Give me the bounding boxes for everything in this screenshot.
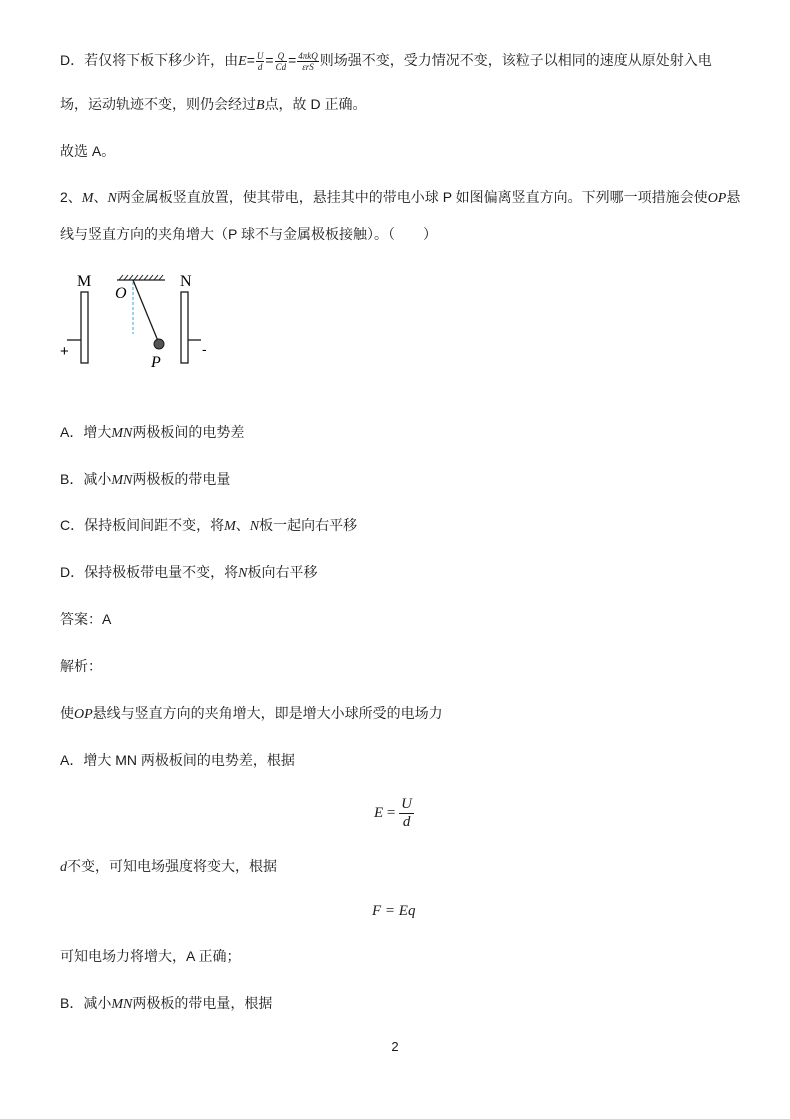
- option-d-explanation-line2: 场，运动轨迹不变，则仍会经过B点，故 D 正确。: [60, 96, 367, 113]
- plate-n: [181, 292, 188, 363]
- question-2-line1: 2、M、N两金属板竖直放置，使其带电，悬挂其中的带电小球 P 如图偏离竖直方向。下列哪一项措施会使OP悬: [60, 189, 741, 206]
- equation-e-equals-u-over-d: E = $\frac{U}{d}$: [374, 796, 412, 830]
- option-d: D．保持极板带电量不变，将N板向右平移: [60, 564, 318, 581]
- explanation-b: B．减小MN两极板的带电量，根据: [60, 995, 273, 1012]
- fraction-4pikq-over-es: $\frac{\text{4πkQ}}{\text{εrS}}$: [298, 50, 318, 72]
- label-plus: +: [60, 343, 69, 360]
- analysis-heading: 解析：: [60, 658, 102, 674]
- label-m: M: [77, 273, 92, 290]
- answer: 答案：A: [60, 611, 112, 627]
- explanation-a: A．增大 MN 两极板间的电势差，根据: [60, 752, 295, 768]
- question-2-line2: 线与竖直方向的夹角增大（P 球不与金属极板接触）。（ ）: [60, 226, 437, 242]
- pendulum-string: [133, 280, 158, 341]
- option-c: C．保持板间间距不变，将M、N板一起向右平移: [60, 517, 358, 534]
- label-minus: -: [202, 341, 207, 357]
- charged-ball-p: [154, 339, 164, 349]
- label-n: N: [180, 273, 192, 290]
- option-a: A．增大MN两极板间的电势差: [60, 424, 245, 441]
- fraction-q-over-cd: $\frac{Q}{Cd}$: [275, 50, 287, 72]
- explanation-line-force: 可知电场力将增大，A 正确；: [60, 948, 241, 964]
- plate-m: [81, 292, 88, 363]
- ceiling-hatch: [119, 275, 163, 280]
- fraction-u-over-d: $\frac{U}{d}$: [256, 50, 264, 72]
- page-number: 2: [391, 1039, 399, 1054]
- capacitor-pendulum-figure: [55, 268, 225, 378]
- option-d-explanation-line1: D．若仅将下板下移少许，由E= $\frac{U}{d}$ = $\frac{Q}{Cd}$ = $\frac{\text{4πkQ}}{\text{εrS}}$ 则场强不变，受力情况不变，该粒子以相同的速度从原处射入电: [60, 50, 712, 72]
- explanation-line-d: d不变，可知电场强度将变大，根据: [60, 858, 277, 875]
- label-o: O: [115, 285, 127, 302]
- equation-f-equals-eq: F = Eq: [372, 903, 416, 919]
- label-p: P: [151, 354, 161, 371]
- choose-answer: 故选 A。: [60, 143, 116, 159]
- explanation-line1: 使OP悬线与竖直方向的夹角增大，即是增大小球所受的电场力: [60, 705, 443, 722]
- option-b: B．减小MN两极板的带电量: [60, 471, 231, 488]
